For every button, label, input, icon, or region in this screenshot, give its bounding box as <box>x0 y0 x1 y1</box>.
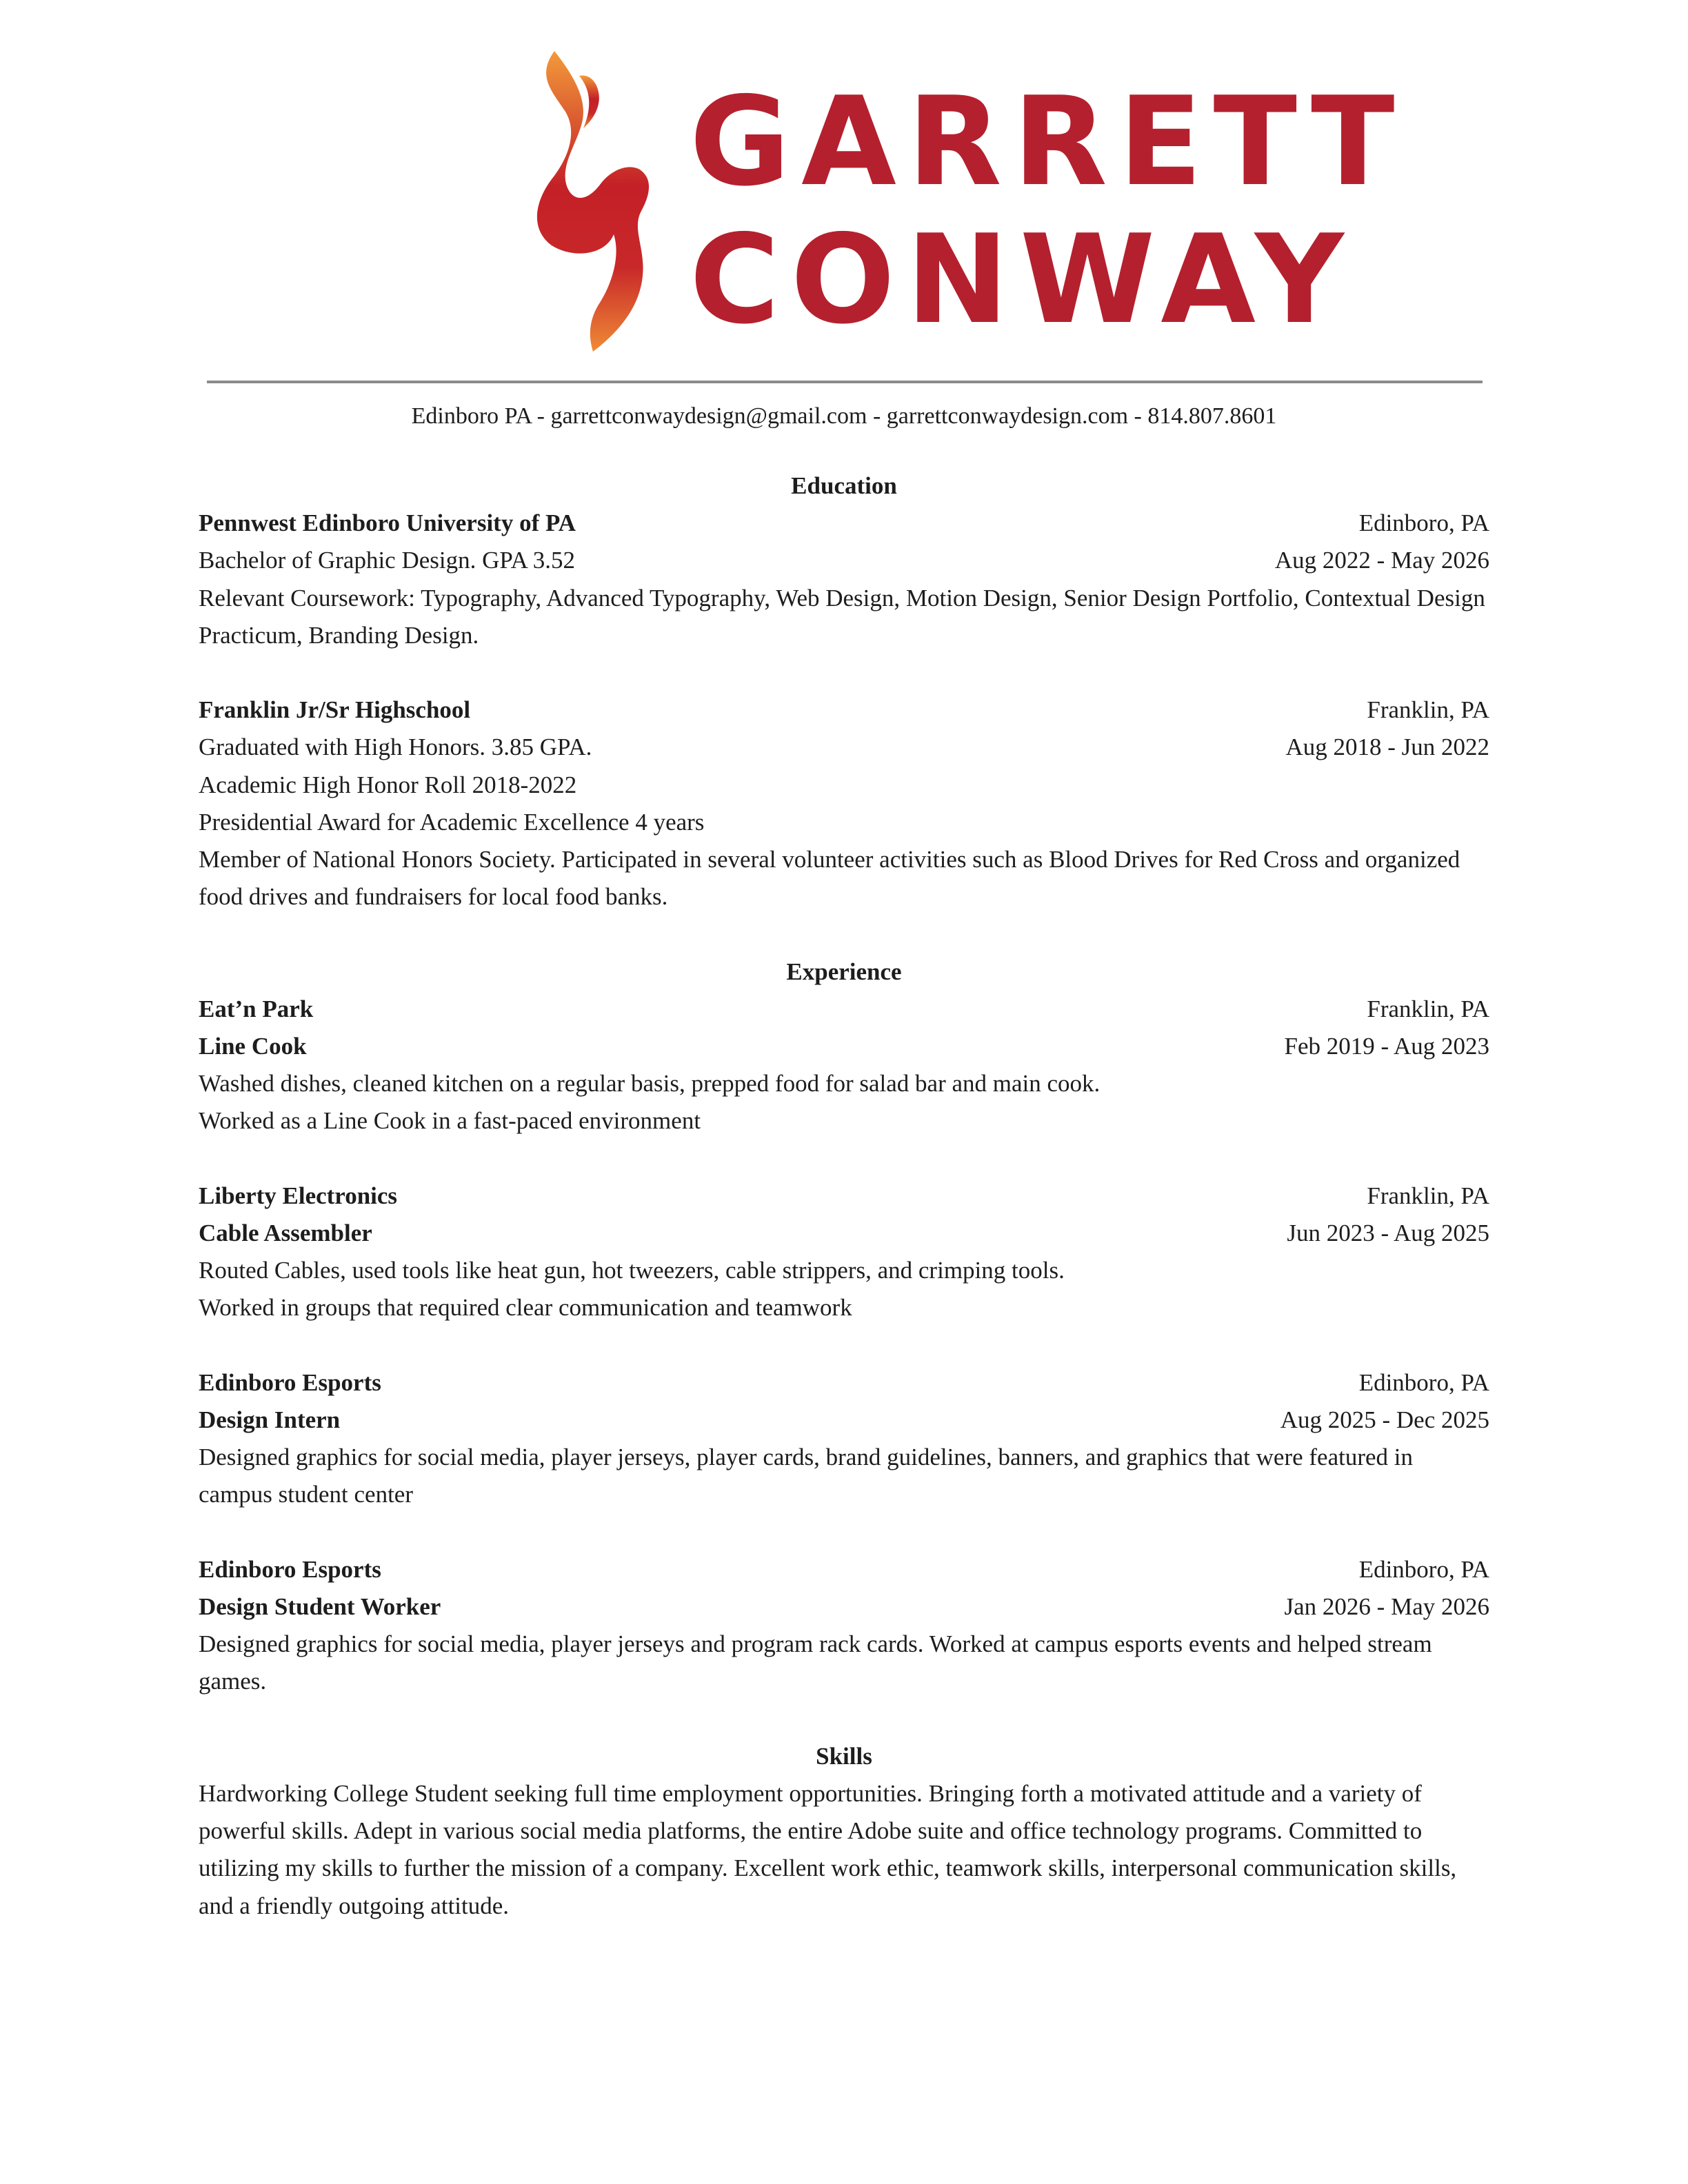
experience-entry <box>199 1551 1489 1701</box>
education-entry <box>199 505 1489 654</box>
wordmark <box>690 70 1406 351</box>
school-location: Franklin, PA <box>1367 696 1489 724</box>
detail-line: Designed graphics for social media, player jerseys, player cards, brand guidelines, banners, and graphics that were featured in campus student center <box>199 1444 1414 1508</box>
company-name: Edinboro Esports <box>199 1368 381 1396</box>
job-title: Cable Assembler <box>199 1220 372 1247</box>
experience-entry <box>199 1177 1489 1327</box>
detail-line: Presidential Award for Academic Excellence 4 years <box>199 808 705 836</box>
coursework: Relevant Coursework: Typography, Advanced Typography, Web Design, Motion Design, Senior Design Portfolio, Contextual Design Practicum, Branding Design. <box>199 584 1485 649</box>
school-dates: Aug 2022 - May 2026 <box>1274 547 1489 574</box>
job-location: Edinboro, PA <box>1358 1555 1489 1583</box>
degree: Graduated with High Honors. 3.85 GPA. <box>199 734 592 761</box>
education-heading: Education <box>791 472 897 499</box>
detail-line: Member of National Honors Society. Participated in several volunteer activities such as Blood Drives for Red Cross and organized food drives and fundraisers for local food banks. <box>199 846 1460 911</box>
detail-line: Routed Cables, used tools like heat gun, hot tweezers, cable strippers, and crimping tools. <box>199 1257 1065 1284</box>
experience-entry <box>199 991 1489 1140</box>
resume-body <box>199 467 1489 1925</box>
education-entry <box>199 691 1489 916</box>
experience-entry <box>199 1364 1489 1514</box>
header-divider <box>207 381 1483 383</box>
detail-line: Academic High Honor Roll 2018-2022 <box>199 771 577 798</box>
logo <box>524 48 1406 352</box>
company-name: Edinboro Esports <box>199 1555 381 1583</box>
job-location: Franklin, PA <box>1367 1182 1489 1209</box>
contact-line: Edinboro PA - garrettconwaydesign@gmail.com - garrettconwaydesign.com - 814.807.8601 <box>411 403 1277 429</box>
experience-heading: Experience <box>786 958 902 985</box>
job-location: Franklin, PA <box>1367 995 1489 1022</box>
last-name: CONWAY <box>690 208 1355 351</box>
job-dates: Jan 2026 - May 2026 <box>1284 1593 1489 1621</box>
job-dates: Aug 2025 - Dec 2025 <box>1280 1406 1489 1434</box>
flame-icon <box>524 48 655 352</box>
detail-line: Worked in groups that required clear communication and teamwork <box>199 1294 852 1322</box>
job-title: Design Intern <box>199 1406 341 1434</box>
school-dates: Aug 2018 - Jun 2022 <box>1285 734 1489 761</box>
school-location: Edinboro, PA <box>1358 509 1489 537</box>
detail-line: Designed graphics for social media, player jerseys and program rack cards. Worked at campus esports events and helped stream games. <box>199 1630 1432 1695</box>
company-name: Eat’n Park <box>199 995 314 1022</box>
job-title: Line Cook <box>199 1033 307 1060</box>
job-dates: Jun 2023 - Aug 2025 <box>1287 1220 1489 1247</box>
skills-text: Hardworking College Student seeking full time employment opportunities. Bringing forth a motivated attitude and a variety of powerful skills. Adept in various social media platforms, the entire Adobe suite and office technology programs. Committed to utilizing my skills to further the mission of a company. Excellent work ethic, teamwork skills, interpersonal communication skills, and a friendly outgoing attitude. <box>199 1780 1457 1919</box>
school-name: Franklin Jr/Sr Highschool <box>199 696 471 724</box>
detail-line: Worked as a Line Cook in a fast-paced environment <box>199 1107 701 1135</box>
school-name: Pennwest Edinboro University of PA <box>199 509 576 537</box>
degree: Bachelor of Graphic Design. GPA 3.52 <box>199 547 575 574</box>
first-name: GARRETT <box>690 70 1406 213</box>
job-dates: Feb 2019 - Aug 2023 <box>1284 1033 1489 1060</box>
company-name: Liberty Electronics <box>199 1182 398 1209</box>
detail-line: Washed dishes, cleaned kitchen on a regular basis, prepped food for salad bar and main cook. <box>199 1070 1101 1098</box>
job-location: Edinboro, PA <box>1358 1368 1489 1396</box>
job-title: Design Student Worker <box>199 1593 441 1621</box>
skills-heading: Skills <box>816 1742 872 1770</box>
